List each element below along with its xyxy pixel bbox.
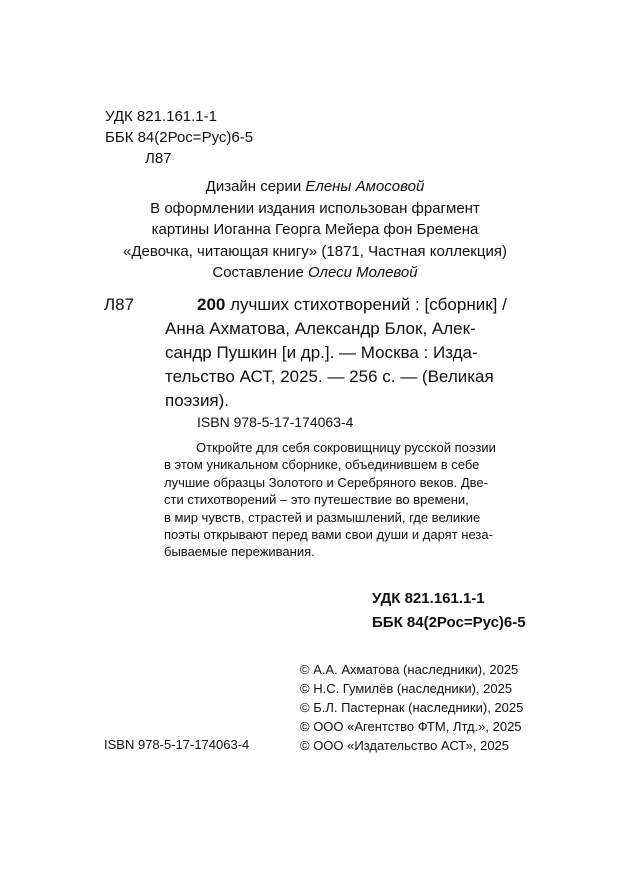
design-credit: Дизайн серии Елены Амосовой bbox=[205, 178, 425, 195]
annotation-line: сти стихотворений – это путешествие во времени, bbox=[164, 492, 469, 508]
copyright-line: © Н.С. Гумилёв (наследники), 2025 bbox=[300, 681, 513, 696]
title-number: 200 bbox=[197, 295, 226, 314]
top-classification bbox=[105, 106, 253, 169]
annotation bbox=[164, 439, 496, 561]
annotation-line: в мир чувств, страстей и размышлений, где великие bbox=[164, 509, 481, 525]
bibliographic-line: Анна Ахматова, Александр Блок, Алек- bbox=[165, 319, 476, 338]
illustration-credit-line: В оформлении издания использован фрагмент bbox=[150, 199, 480, 217]
annotation-line: поэты открывают перед вами свои души и дарят неза- bbox=[164, 526, 493, 542]
copyright-line: © ООО «Агентство ФТМ, Лтд.», 2025 bbox=[300, 719, 522, 734]
compiler-credit: Составление Олеси Молевой bbox=[212, 264, 418, 281]
bbk-code: ББК 84(2Рос=Рус)6-5 bbox=[105, 129, 254, 146]
author-sign: Л87 bbox=[145, 150, 172, 167]
credits-block bbox=[100, 176, 530, 284]
illustration-credit-line: «Девочка, читающая книгу» (1871, Частная коллекция) bbox=[123, 242, 507, 260]
bbk-code: ББК 84(2Рос=Рус)6-5 bbox=[372, 614, 526, 631]
annotation-line: Откройте для себя сокровищницу русской поэзии bbox=[196, 440, 496, 455]
copyright-line: © А.А. Ахматова (наследники), 2025 bbox=[300, 662, 519, 677]
bibliographic-line: 200 лучших стихотворений : [сборник] / bbox=[197, 295, 507, 314]
bottom-classification bbox=[372, 587, 526, 635]
bibliographic-record bbox=[165, 293, 507, 413]
isbn-bottom: ISBN 978-5-17-174063-4 bbox=[104, 737, 250, 752]
copyright-line: © ООО «Издательство АСТ», 2025 bbox=[300, 738, 510, 753]
bibliographic-code: Л87 bbox=[104, 295, 135, 314]
copyright-line: © Б.Л. Пастернак (наследники), 2025 bbox=[300, 700, 524, 715]
illustration-credit-line: картины Иоганна Георга Мейера фон Бремена bbox=[151, 221, 479, 238]
annotation-line: в этом уникальном сборнике, объединившем в себе bbox=[164, 457, 480, 473]
bibliographic-line: сандр Пушкин [и др.]. — Москва : Изда- bbox=[165, 343, 478, 362]
udk-code: УДК 821.161.1-1 bbox=[105, 108, 217, 125]
isbn: ISBN 978-5-17-174063-4 bbox=[197, 414, 354, 430]
bibliographic-line: тельство АСТ, 2025. — 256 с. — (Великая bbox=[165, 367, 494, 386]
bibliographic-line: поэзия). bbox=[165, 391, 230, 410]
compiler-name: Олеси Молевой bbox=[307, 264, 418, 281]
designer-name: Елены Амосовой bbox=[305, 178, 425, 195]
annotation-line: бываемые переживания. bbox=[164, 544, 315, 560]
udk-code: УДК 821.161.1-1 bbox=[372, 590, 485, 607]
copyright-block bbox=[300, 660, 523, 755]
annotation-line: лучшие образцы Золотого и Серебряного веков. Две- bbox=[164, 474, 488, 490]
